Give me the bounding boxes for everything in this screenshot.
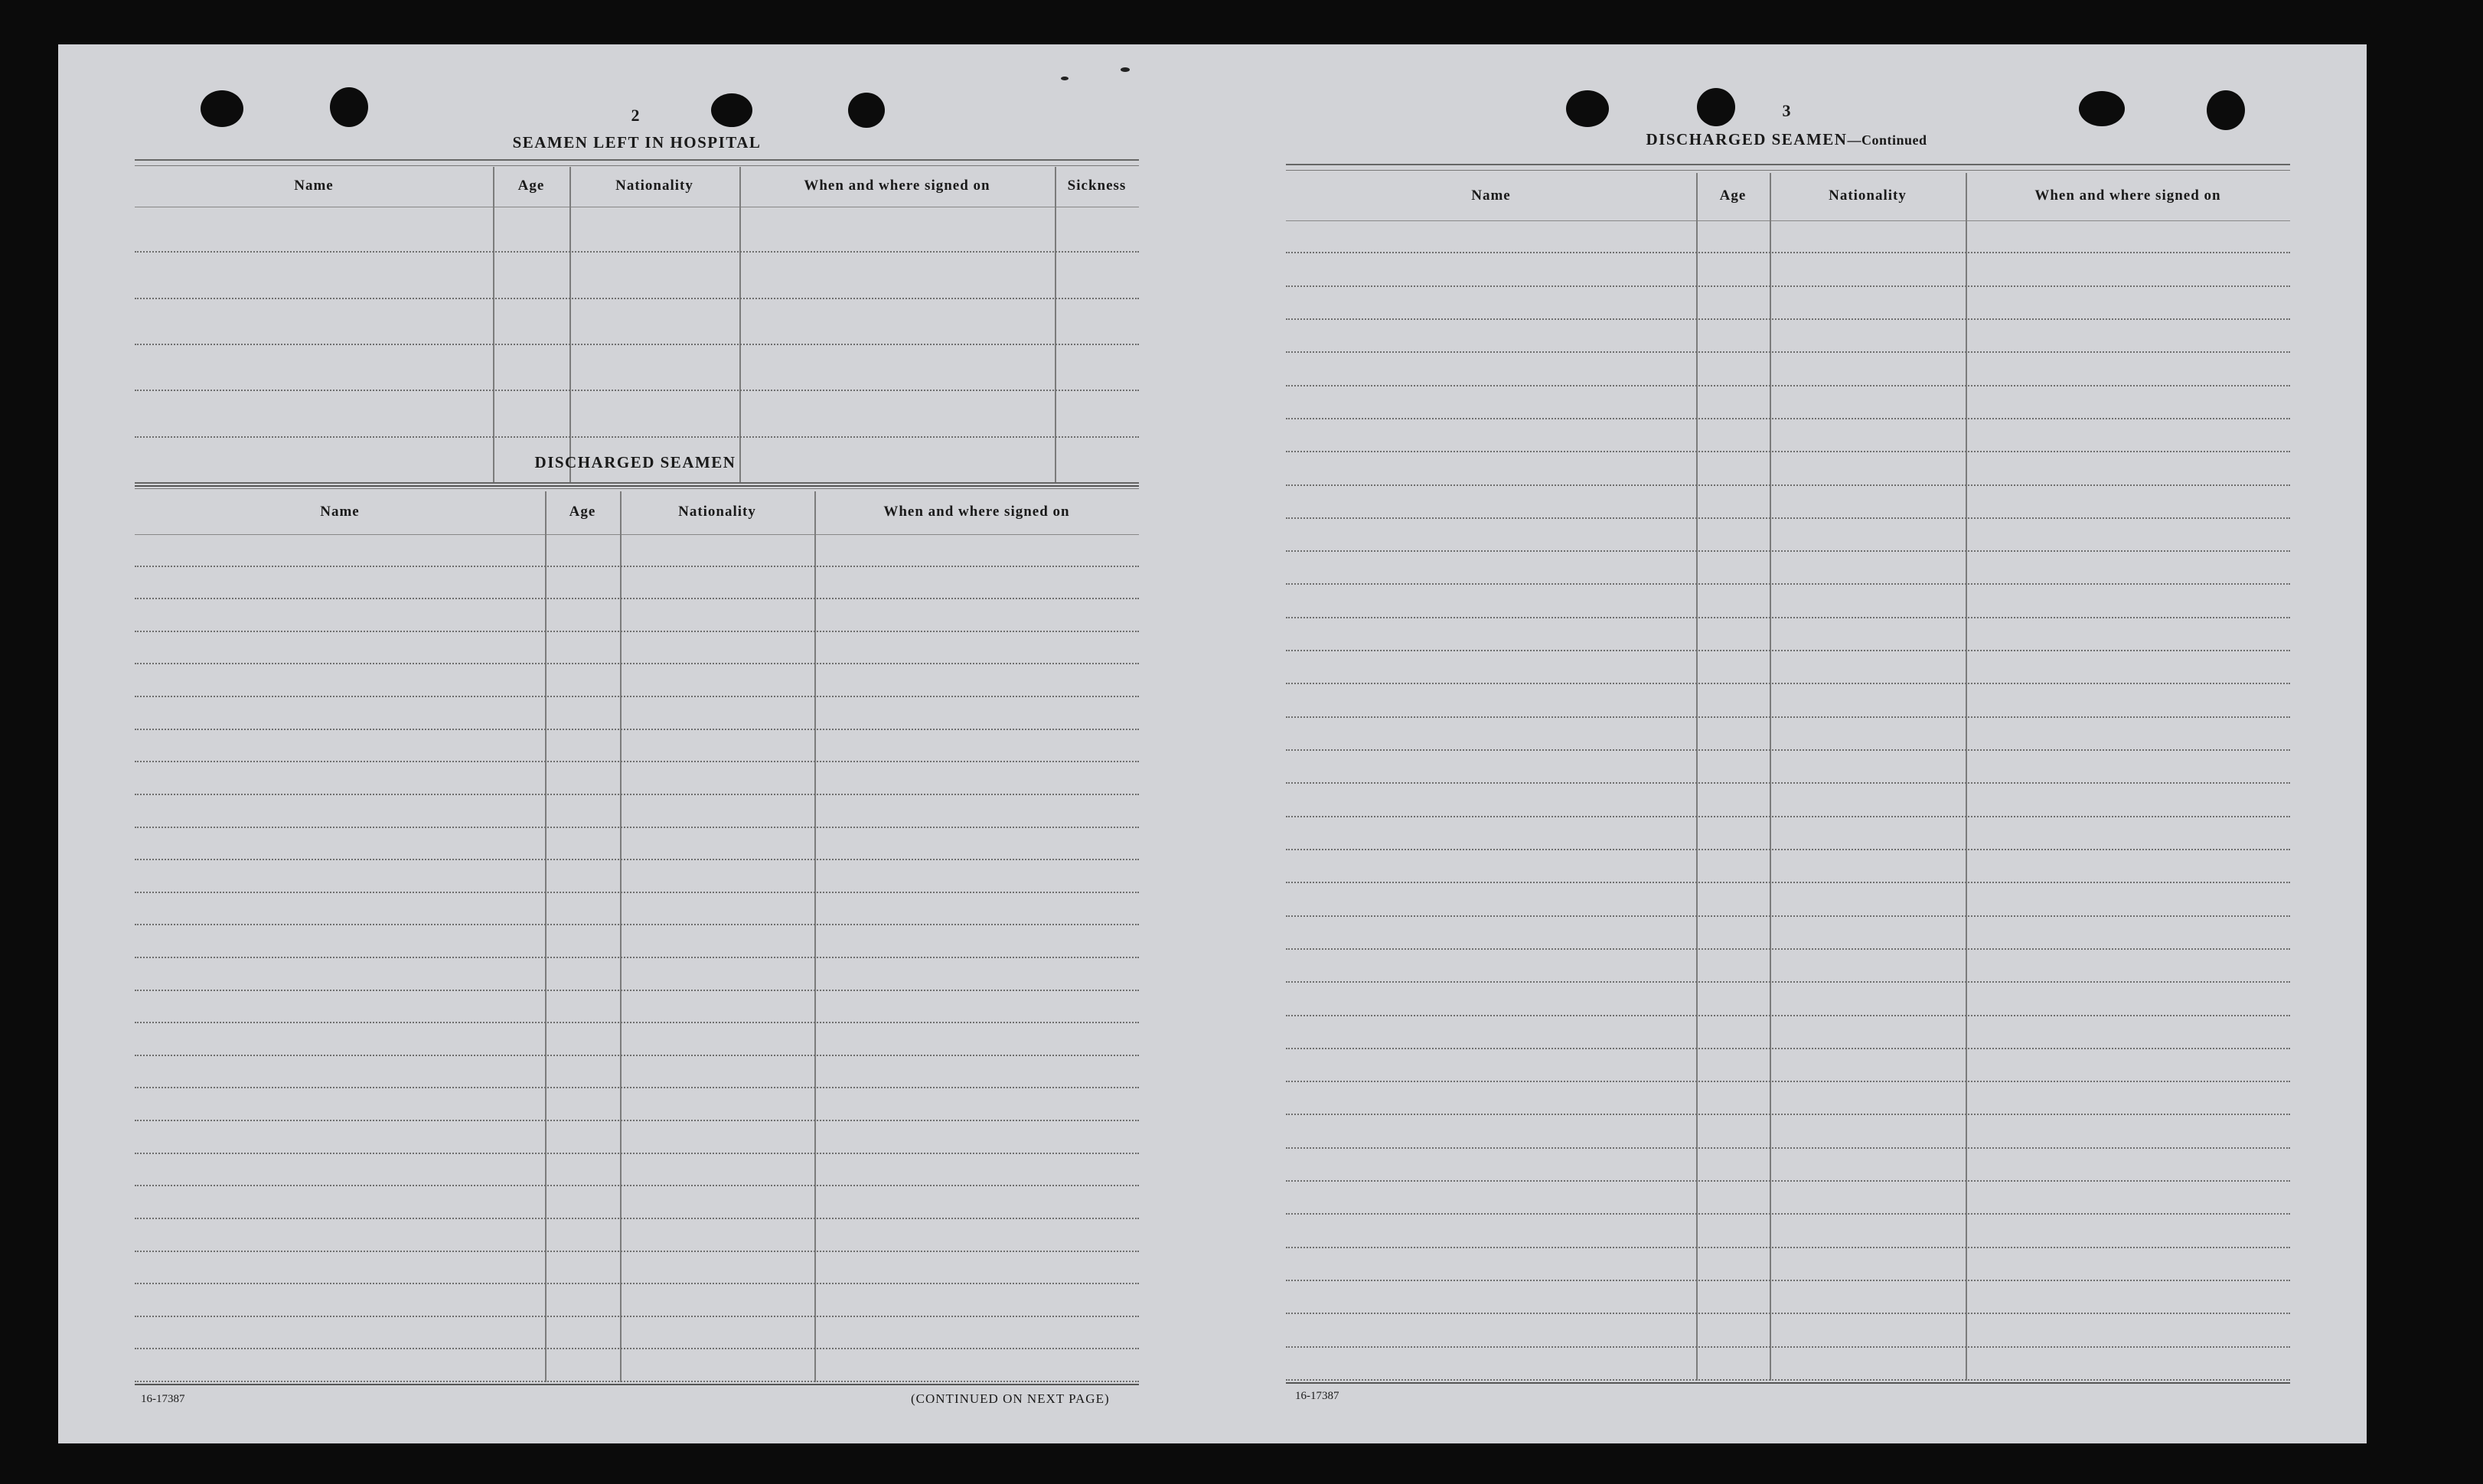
table-row: [1286, 1147, 2290, 1149]
title-rule: [1286, 164, 2290, 165]
table-row: [135, 631, 1139, 632]
table-row: [135, 1087, 1139, 1088]
table-row: [135, 1283, 1139, 1284]
punch-hole: [848, 93, 885, 128]
table-row: [135, 663, 1139, 664]
table-row: [135, 1348, 1139, 1349]
page-number: 3: [1782, 101, 1791, 120]
column-header-when-and-where-signed-on: When and where signed on: [883, 504, 1070, 520]
table-bottom-rule: [1286, 1382, 2290, 1384]
table-row: [1286, 517, 2290, 519]
title-rule: [135, 159, 1139, 161]
table-row: [135, 827, 1139, 828]
title-rule: [135, 165, 1139, 166]
table-row: [1286, 816, 2290, 817]
table-row: [1286, 650, 2290, 651]
table-row: [1286, 849, 2290, 850]
table-row: [1286, 1280, 2290, 1281]
table-row: [1286, 882, 2290, 883]
column-divider: [620, 491, 622, 1382]
form-code: 16-17387: [141, 1393, 185, 1405]
table-row: [135, 1153, 1139, 1154]
punch-hole: [330, 87, 368, 127]
column-divider: [814, 491, 816, 1382]
table-row: [1286, 749, 2290, 751]
table-bottom-rule: [135, 485, 1139, 487]
column-header-when-and-where-signed-on: When and where signed on: [2034, 188, 2221, 204]
table-row: [135, 1316, 1139, 1317]
table-row: [135, 1251, 1139, 1252]
column-divider: [1696, 173, 1698, 1381]
table-row: [1286, 252, 2290, 253]
punch-hole: [711, 93, 752, 127]
table-row: [1286, 617, 2290, 618]
punch-hole: [2079, 91, 2125, 126]
table-row: [135, 794, 1139, 795]
table-row: [1286, 550, 2290, 552]
column-header-nationality: Nationality: [1829, 188, 1907, 204]
discharged-table: [135, 491, 1139, 1382]
table-row: [135, 1185, 1139, 1186]
table-row: [1286, 1247, 2290, 1248]
column-header-name: Name: [294, 178, 334, 194]
table-row: [1286, 1346, 2290, 1348]
title-rule: [135, 488, 1139, 489]
table-row: [135, 566, 1139, 567]
table-row: [135, 344, 1139, 345]
table-row: [1286, 782, 2290, 784]
column-header-age: Age: [1719, 188, 1747, 204]
column-header-nationality: Nationality: [678, 504, 756, 520]
column-header-name: Name: [320, 504, 360, 520]
hospital-section-title: SEAMEN LEFT IN HOSPITAL: [512, 133, 762, 152]
table-row: [1286, 948, 2290, 950]
column-header-nationality: Nationality: [615, 178, 693, 194]
table-row: [1286, 318, 2290, 320]
table-row: [1286, 1313, 2290, 1314]
table-bottom-rule: [135, 1384, 1139, 1385]
table-row: [135, 1218, 1139, 1219]
table-row: [1286, 351, 2290, 353]
table-row: [1286, 1081, 2290, 1082]
continued-note: (CONTINUED ON NEXT PAGE): [911, 1391, 1110, 1406]
table-row: [135, 859, 1139, 860]
title-rule: [135, 482, 1139, 484]
paper-speck: [1061, 77, 1069, 80]
hospital-table: [135, 167, 1139, 484]
column-divider: [1770, 173, 1771, 1381]
column-header-name: Name: [1471, 188, 1511, 204]
table-row: [1286, 285, 2290, 287]
punch-hole: [2207, 90, 2245, 130]
header-underline: [1286, 220, 2290, 221]
discharged-continued-title: [1646, 130, 1927, 149]
form-code: 16-17387: [1295, 1390, 1339, 1402]
punch-hole: [1566, 90, 1609, 127]
table-row: [1286, 1180, 2290, 1182]
title-suffix: —Continued: [1847, 132, 1927, 148]
table-row: [1286, 583, 2290, 585]
table-row: [135, 598, 1139, 599]
column-divider: [1966, 173, 1967, 1381]
column-header-when-and-where-signed-on: When and where signed on: [804, 178, 990, 194]
table-row: [135, 1055, 1139, 1056]
header-underline: [135, 534, 1139, 535]
table-row: [135, 696, 1139, 697]
table-row: [135, 1381, 1139, 1382]
column-header-age: Age: [517, 178, 545, 194]
table-row: [135, 957, 1139, 958]
column-header-age: Age: [569, 504, 596, 520]
table-row: [1286, 1213, 2290, 1215]
table-row: [135, 892, 1139, 893]
table-row: [135, 298, 1139, 299]
table-row: [135, 390, 1139, 391]
punch-hole: [1697, 88, 1735, 126]
table-row: [1286, 1114, 2290, 1115]
table-row: [1286, 981, 2290, 983]
table-row: [135, 1022, 1139, 1023]
title-rule: [1286, 170, 2290, 171]
table-row: [135, 761, 1139, 762]
table-row: [1286, 385, 2290, 386]
table-row: [135, 924, 1139, 925]
table-row: [1286, 418, 2290, 419]
table-row: [135, 251, 1139, 253]
table-row: [1286, 683, 2290, 684]
table-row: [1286, 716, 2290, 718]
paper-speck: [1121, 67, 1130, 72]
discharged-continued-table: [1286, 173, 2290, 1381]
table-row: [1286, 451, 2290, 452]
page-number: 2: [631, 106, 640, 125]
column-divider: [545, 491, 547, 1382]
table-row: [1286, 484, 2290, 486]
punch-hole: [201, 90, 243, 127]
table-row: [135, 1120, 1139, 1121]
table-row: [1286, 1379, 2290, 1381]
table-row: [135, 990, 1139, 991]
table-row: [135, 729, 1139, 730]
table-row: [1286, 915, 2290, 917]
discharged-section-title: DISCHARGED SEAMEN: [534, 453, 736, 471]
table-row: [1286, 1048, 2290, 1049]
table-row: [1286, 1015, 2290, 1016]
column-header-sickness: Sickness: [1067, 178, 1127, 194]
table-row: [135, 436, 1139, 438]
title-text: DISCHARGED SEAMEN: [1646, 130, 1848, 148]
document-sheet: [58, 44, 2367, 1443]
